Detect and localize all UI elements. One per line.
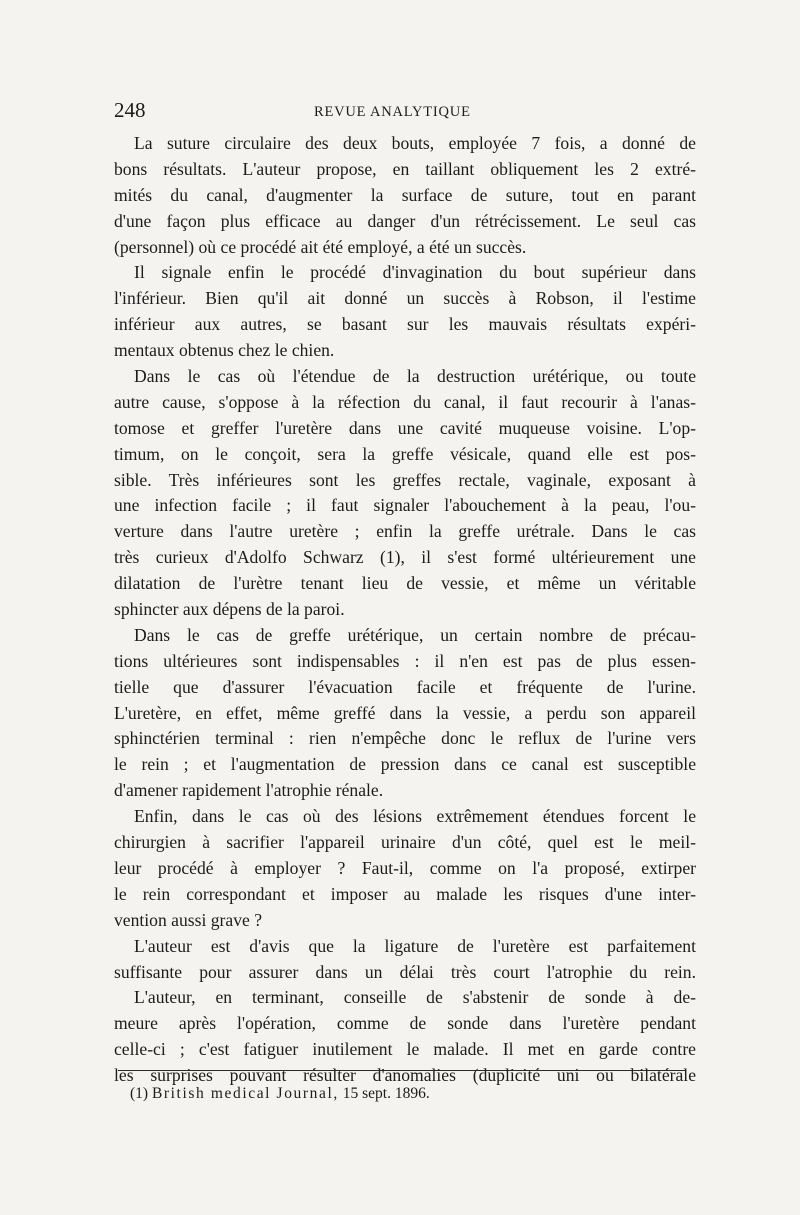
text-line: La suture circulaire des deux bouts, employée 7 fois, a donné de <box>134 133 696 153</box>
text-line: Enfin, dans le cas où des lésions extrêmement étendues forcent le <box>134 806 696 827</box>
text-line: bons résultats. L'auteur propose, en taillant obliquement les 2 extré- <box>114 158 696 179</box>
page-header <box>114 98 704 126</box>
text-line: tions ultérieures sont indispensables : il n'en est pas de plus essen- <box>114 650 696 671</box>
text-line: suffisante pour assurer dans un délai très court l'atrophie du rein. <box>114 961 696 982</box>
page-number: 248 <box>114 98 146 122</box>
text-line: sphincter aux dépens de la paroi. <box>114 599 345 620</box>
text-line: mentaux obtenus chez le chien. <box>114 340 335 361</box>
footnote-marker: (1) <box>130 1085 149 1102</box>
text-line: d'une façon plus efficace au danger d'un rétrécissement. Le seul cas <box>114 210 696 231</box>
text-line: le rein correspondant et imposer au malade les risques d'une inter- <box>114 883 696 904</box>
footnote-rule <box>118 1070 686 1071</box>
body-text <box>114 131 696 1089</box>
text-line: Dans le cas où l'étendue de la destruction urétérique, ou toute <box>134 366 696 387</box>
text-line: Il signale enfin le procédé d'invagination du bout supérieur dans <box>134 262 696 283</box>
text-line: d'amener rapidement l'atrophie rénale. <box>114 780 384 801</box>
footnote <box>130 1085 430 1103</box>
text-line: (personnel) où ce procédé ait été employé, a été un succès. <box>114 236 527 257</box>
text-line: sphinctérien terminal : rien n'empêche donc le reflux de l'urine vers <box>114 728 696 749</box>
text-line: très curieux d'Adolfo Schwarz (1), il s'est formé ultérieurement une <box>114 547 696 568</box>
text-line: inférieur aux autres, se basant sur les mauvais résultats expéri- <box>114 314 696 335</box>
text-line: L'uretère, en effet, même greffé dans la vessie, a perdu son appareil <box>114 702 696 723</box>
text-line: leur procédé à employer ? Faut-il, comme on l'a proposé, extirper <box>114 857 696 878</box>
text-line: L'auteur, en terminant, conseille de s'abstenir de sonde à de- <box>134 987 696 1008</box>
text-line: chirurgien à sacrifier l'appareil urinaire d'un côté, quel est le meil- <box>114 832 696 853</box>
text-line: dilatation de l'urètre tenant lieu de vessie, et même un véritable <box>114 573 696 594</box>
text-line: L'auteur est d'avis que la ligature de l'uretère est parfaitement <box>134 935 696 956</box>
text-line: celle-ci ; c'est fatiguer inutilement le malade. Il met en garde contre <box>114 1039 696 1060</box>
text-line: meure après l'opération, comme de sonde dans l'uretère pendant <box>114 1013 696 1034</box>
text-line: tomose et greffer l'uretère dans une cavité muqueuse voisine. L'op- <box>114 417 696 438</box>
running-head: REVUE ANALYTIQUE <box>314 104 471 120</box>
text-line: timum, on le conçoit, sera la greffe vésicale, quand elle est pos- <box>114 443 696 464</box>
text-line: une infection facile ; il faut signaler l'abouchement à la peau, l'ou- <box>114 495 696 516</box>
text-line: Dans le cas de greffe urétérique, un certain nombre de précau- <box>134 624 696 645</box>
text-line: tielle que d'assurer l'évacuation facile et fréquente de l'urine. <box>114 676 696 697</box>
footnote-journal: British medical Journal, <box>151 1085 339 1102</box>
footnote-date: 15 sept. 1896. <box>342 1085 430 1102</box>
text-line: sible. Très inférieures sont les greffes rectale, vaginale, exposant à <box>114 469 696 490</box>
text-line: autre cause, s'oppose à la réfection du canal, il faut recourir à l'anas- <box>114 391 696 412</box>
text-line: vention aussi grave ? <box>114 909 263 930</box>
text-line: les surprises pouvant résulter d'anomalies (duplicité uni ou bilatérale <box>114 1065 696 1086</box>
text-line: l'inférieur. Bien qu'il ait donné un succès à Robson, il l'estime <box>114 288 696 309</box>
text-line: verture dans l'autre uretère ; enfin la greffe urétrale. Dans le cas <box>114 521 696 542</box>
text-line: mités du canal, d'augmenter la surface de suture, tout en parant <box>114 184 696 205</box>
text-line: le rein ; et l'augmentation de pression dans ce canal est susceptible <box>114 754 696 775</box>
